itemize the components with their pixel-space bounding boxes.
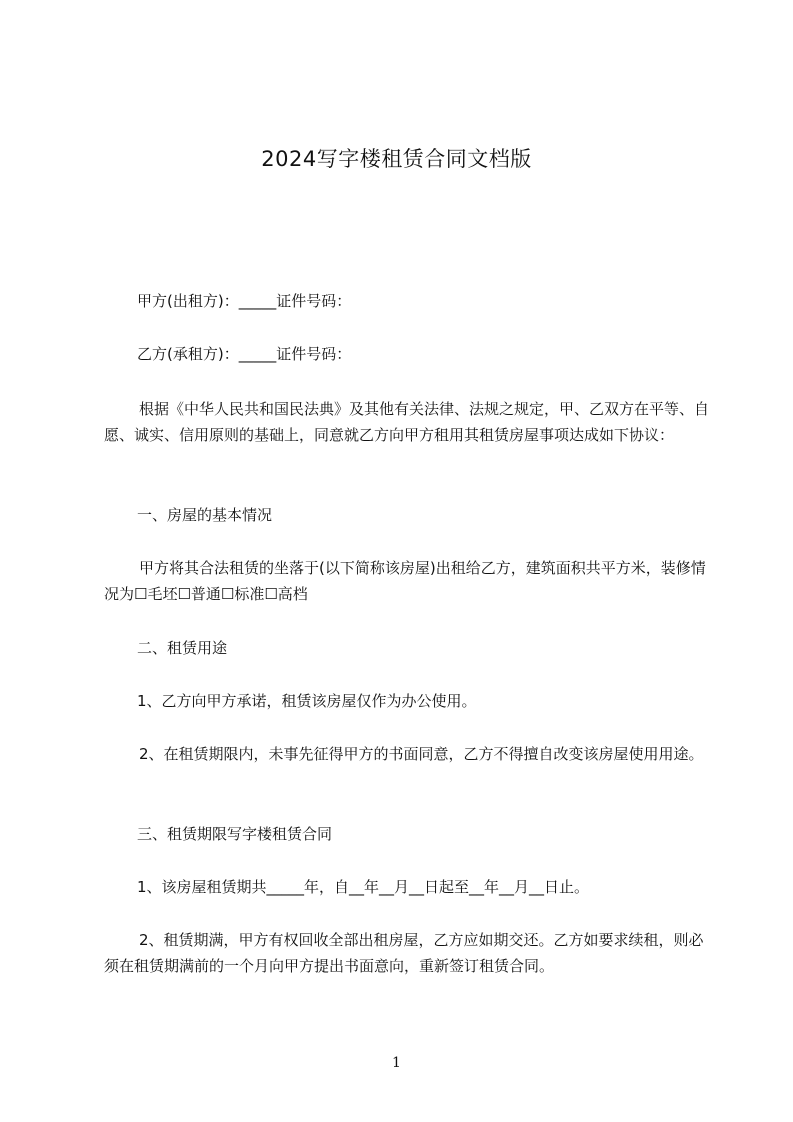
page-number: 1 bbox=[392, 1055, 401, 1071]
section1-body: 甲方将其合法租赁的坐落于(以下简称该房屋)出租给乙方，建筑面积共平方米，装修情况为☐毛坯☐普通☐标准☐高档 bbox=[104, 559, 706, 603]
section2-heading: 二、租赁用途 bbox=[137, 639, 228, 657]
preamble-paragraph: 根据《中华人民共和国民法典》及其他有关法律、法规之规定，甲、乙双方在平等、自愿、诚实、信用原则的基础上，同意就乙方向甲方租用其租赁房屋事项达成如下协议： bbox=[104, 400, 710, 444]
section3-heading: 三、租赁期限写字楼租赁合同 bbox=[137, 825, 333, 843]
party-a-line: 甲方(出租方)：_____证件号码： bbox=[137, 292, 352, 310]
document-title: 2024写字楼租赁合同文档版 bbox=[261, 147, 532, 171]
section3-item-2: 2、租赁期满，甲方有权回收全部出租房屋，乙方应如期交还。乙方如要求续租，则必须在租赁期满前的一个月向甲方提出书面意向，重新签订租赁合同。 bbox=[104, 931, 704, 975]
section2-item-2: 2、在租赁期限内，未事先征得甲方的书面同意，乙方不得擅自改变该房屋使用用途。 bbox=[139, 745, 704, 763]
section2-item-1: 1、乙方向甲方承诺，租赁该房屋仅作为办公使用。 bbox=[137, 692, 477, 710]
section3-item-1: 1、该房屋租赁期共_____年，自__年__月__日起至__年__月__日止。 bbox=[137, 878, 590, 896]
party-b-line: 乙方(承租方)：_____证件号码： bbox=[137, 345, 352, 363]
section1-heading: 一、房屋的基本情况 bbox=[137, 506, 273, 524]
